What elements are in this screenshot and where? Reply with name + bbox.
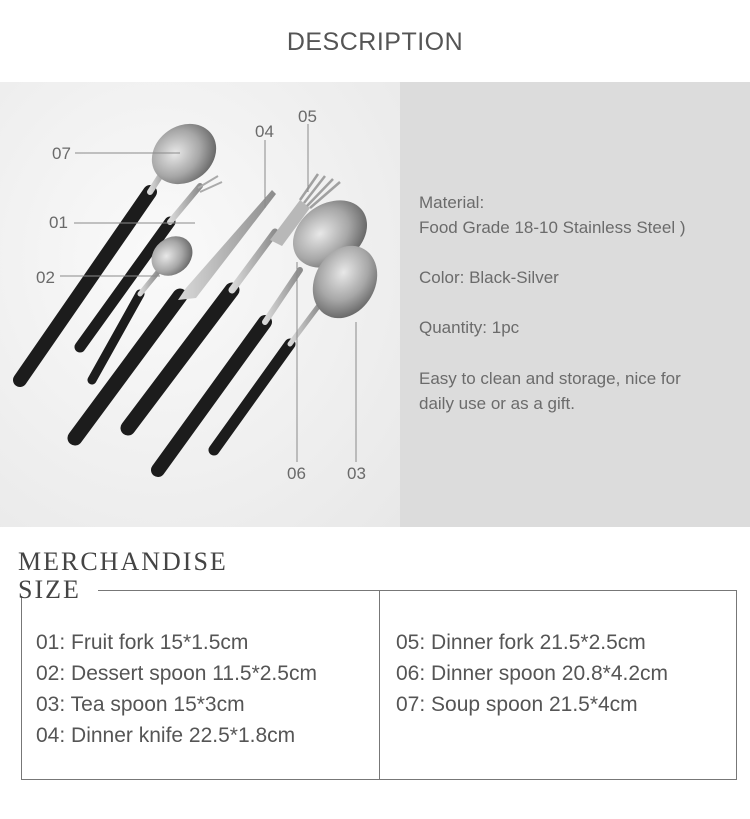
size-table-divider [379, 590, 380, 780]
dinner-spoon [158, 186, 380, 470]
callout-07: 07 [52, 144, 71, 163]
size-item: 02: Dessert spoon 11.5*2.5cm [36, 662, 317, 685]
spec-material-value: Food Grade 18-10 Stainless Steel ) [419, 218, 686, 237]
callout-06: 06 [287, 464, 306, 483]
spec-care-line1: Easy to clean and storage, nice for [419, 369, 681, 388]
size-item: 01: Fruit fork 15*1.5cm [36, 631, 249, 654]
spec-panel [400, 82, 750, 527]
page-title: DESCRIPTION [286, 28, 464, 56]
size-item: 07: Soup spoon 21.5*4cm [396, 693, 638, 716]
spec-color: Color: Black-Silver [419, 268, 559, 287]
dinner-fork [128, 174, 340, 428]
tea-spoon [214, 234, 390, 450]
heading-line1: MERCHANDISE [18, 547, 228, 576]
callout-04: 04 [255, 122, 274, 141]
spec-quantity: Quantity: 1pc [419, 318, 520, 337]
callout-01: 01 [49, 213, 68, 232]
spec-care-line2: daily use or as a gift. [419, 394, 575, 413]
size-item: 03: Tea spoon 15*3cm [36, 693, 245, 716]
callout-05: 05 [298, 107, 317, 126]
callout-02: 02 [36, 268, 55, 287]
size-item: 06: Dinner spoon 20.8*4.2cm [396, 662, 669, 685]
size-item: 04: Dinner knife 22.5*1.8cm [36, 724, 296, 747]
heading-line2: SIZE [18, 575, 81, 604]
size-item: 05: Dinner fork 21.5*2.5cm [396, 631, 646, 654]
callout-03: 03 [347, 464, 366, 483]
merchandise-size-heading [18, 548, 228, 604]
spec-material-label: Material: [419, 193, 485, 212]
